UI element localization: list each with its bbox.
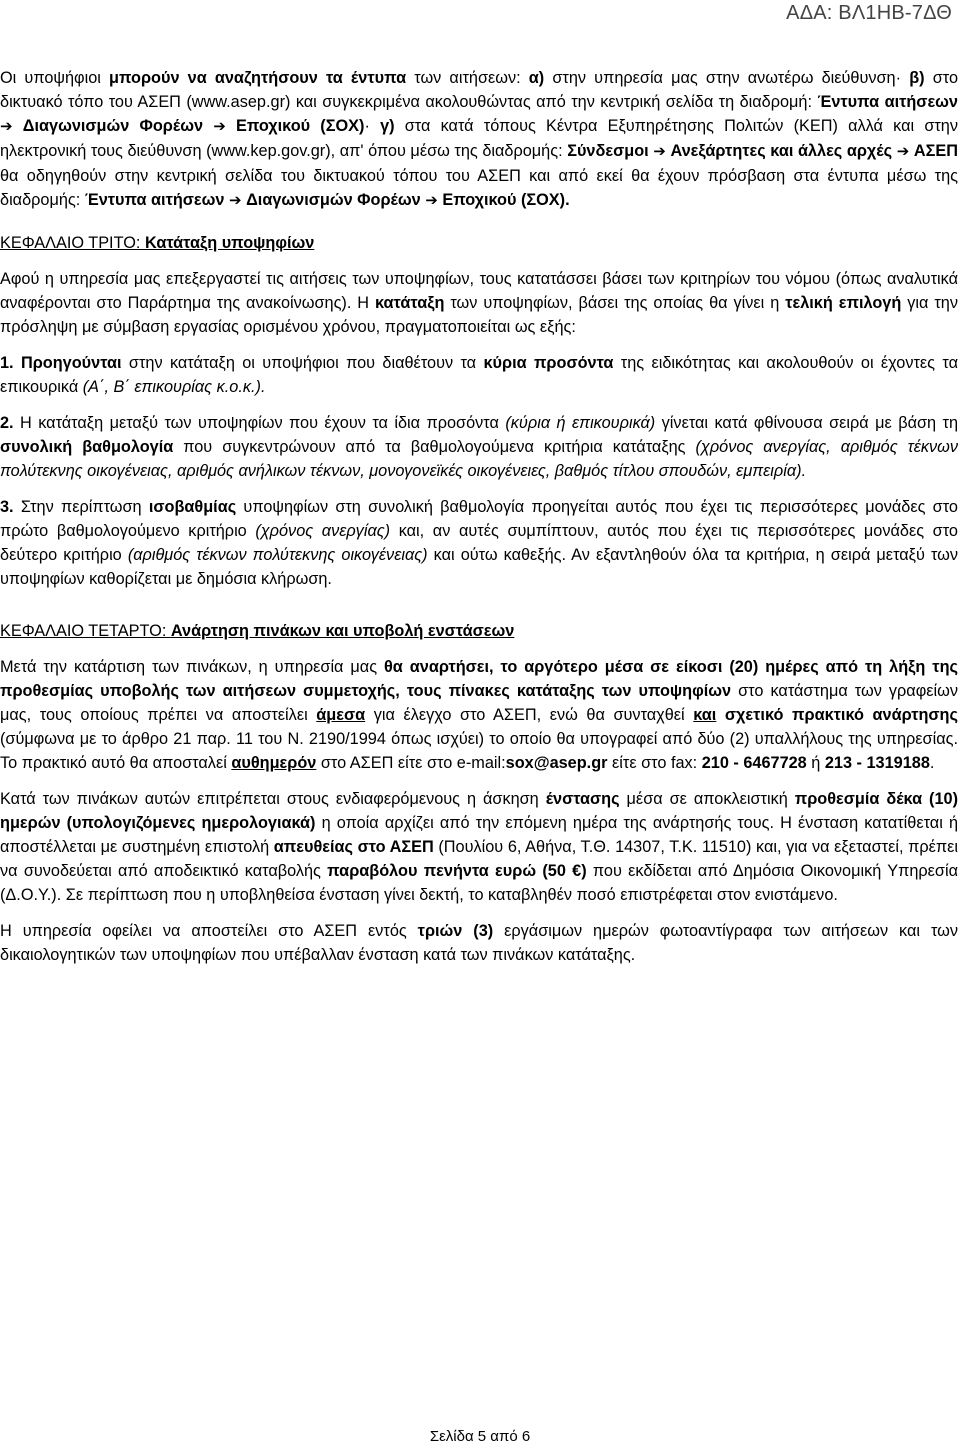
document-body [0,66,958,967]
chapter4-paragraph-3: Η υπηρεσία οφείλει να αποστείλει στο ΑΣΕΠ εντός τριών (3) εργάσιμων ημερών φωτοαντίγραφα των αιτήσεων και των δικαιολογητικών των υποψηφίων που υπέβαλλαν ένσταση κατά των πινάκων κατάταξης. [0,922,958,964]
arrow-icon: ➔ [0,118,13,135]
chapter3-paragraph: Αφού η υπηρεσία μας επεξεργαστεί τις αιτήσεις των υποψηφίων, τους κατατάσσει βάσει των κριτηρίων του νόμου (όπως αναλυτικά αναφέρονται στο Παράρτημα της ανακοίνωσης). Η κατάταξη των υποψηφίων, βάσει της οποίας θα γίνει η τελική επιλογή για την πρόσληψη με σύμβαση εργασίας ορισμένου χρόνου, πραγματοποιείται ως εξής: [0,270,958,336]
chapter4-paragraph-2: Κατά των πινάκων αυτών επιτρέπεται στους ενδιαφερόμενους η άσκηση ένστασης μέσα σε αποκλειστική προθεσμία δέκα (10) ημερών (υπολογιζόμενες ημερολογιακά) η οποία αρχίζει από την επόμενη ημέρα της ανάρτησής τους. Η ένσταση κατατίθεται ή αποστέλλεται με συστημένη επιστολή απευθείας στο ΑΣΕΠ (Πουλίου 6, Αθήνα, Τ.Θ. 14307, Τ.Κ. 11510) και, για να εξεταστεί, πρέπει να συνοδεύεται από αποδεικτικό καταβολής παραβόλου πενήντα ευρώ (50 €) που εκδίδεται από Δημόσια Οικονομική Υπηρεσία (Δ.Ο.Υ.). Σε περίπτωση που η υποβληθείσα ένσταση γίνει δεκτή, το καταβληθέν ποσό επιστρέφεται στον ενιστάμενο. [0,790,958,904]
chapter4-heading: ΚΕΦΑΛΑΙΟ ΤΕΤΑΡΤΟ: Ανάρτηση πινάκων και υποβολή ενστάσεων [0,622,515,640]
arrow-icon: ➔ [896,143,910,160]
ranking-item-2: 2. Η κατάταξη μεταξύ των υποψηφίων που έχουν τα ίδια προσόντα (κύρια ή επικουρικά) γίνεται κατά φθίνουσα σειρά με βάση τη συνολική βαθμολογία που συγκεντρώνουν από τα βαθμολογούμενα κριτήρια κατάταξης (χρόνος ανεργίας, αριθμός τέκνων πολύτεκνης οικογένειας, αριθμός ανήλικων τέκνων, μονογονεϊκές οικογένειες, βαθμός τίτλου σπουδών, εμπειρία). [0,414,959,480]
ada-code: ΑΔΑ: ΒΛ1ΗΒ-7ΔΘ [786,2,952,24]
page-number: Σελίδα 5 από 6 [429,1428,531,1445]
chapter3-heading: ΚΕΦΑΛΑΙΟ ΤΡΙΤΟ: Κατάταξη υποψηφίων [0,234,315,252]
ranking-item-1: 1. Προηγούνται στην κατάταξη οι υποψήφιοι που διαθέτουν τα κύρια προσόντα της ειδικότητας και ακολουθούν οι έχοντες τα επικουρικά (Α΄, Β΄ επικουρίας κ.ο.κ.). [0,354,958,396]
intro-paragraph: Οι υποψήφιοι μπορούν να αναζητήσουν τα έντυπα των αιτήσεων: α) στην υπηρεσία μας στην ανωτέρω διεύθυνση· β) στο δικτυακό τόπο του ΑΣΕΠ (www.asep.gr) και συγκεκριμένα ακολουθώντας από την κεντρική σελίδα τη διαδρομή: Έντυπα αιτήσεων ➔ Διαγωνισμών Φορέων ➔ Εποχικού (ΣΟΧ)· γ) στα κατά τόπους Κέντρα Εξυπηρέτησης Πολιτών (ΚΕΠ) αλλά και στην ηλεκτρονική τους διεύθυνση (www.kep.gov.gr), απ' όπου μέσω της διαδρομής: Σύνδεσμοι ➔ Ανεξάρτητες και άλλες αρχές ➔ ΑΣΕΠ θα οδηγηθούν στην κεντρική σελίδα του δικτυακού τόπου του ΑΣΕΠ και από εκεί θα έχουν πρόσβαση στα έντυπα μέσω της διαδρομής: Έντυπα αιτήσεων ➔ Διαγωνισμών Φορέων ➔ Εποχικού (ΣΟΧ). [0,69,959,209]
arrow-icon: ➔ [213,118,226,135]
chapter4-paragraph-1: Μετά την κατάρτιση των πινάκων, η υπηρεσία μας θα αναρτήσει, το αργότερο μέσα σε είκοσι (20) ημέρες από τη λήξη της προθεσμίας υποβολής των αιτήσεων συμμετοχής, τους πίνακες κατάταξης των υποψηφίων στο κατάστημα των γραφείων μας, τους οποίους πρέπει να αποστείλει άμεσα για έλεγχο στο ΑΣΕΠ, ενώ θα συνταχθεί και σχετικό πρακτικό ανάρτησης (σύμφωνα με το άρθρο 21 παρ. 11 του Ν. 2190/1994 όπως ισχύει) το οποίο θα υπογραφεί από δύο (2) υπαλλήλους της υπηρεσίας. Το πρακτικό αυτό θα αποσταλεί αυθημερόν στο ΑΣΕΠ είτε στο e-mail:sox@asep.gr είτε στο fax: 210 - 6467728 ή 213 - 1319188. [0,658,958,772]
arrow-icon: ➔ [425,192,438,209]
arrow-icon: ➔ [653,143,666,160]
ranking-item-3: 3. Στην περίπτωση ισοβαθμίας υποψηφίων στη συνολική βαθμολογία προηγείται αυτός που έχει τις περισσότερες μονάδες στο πρώτο βαθμολογούμενο κριτήριο (χρόνος ανεργίας) και, αν αυτές συμπίπτουν, αυτός που έχει τις περισσότερες μονάδες στο δεύτερο κριτήριο (αριθμός τέκνων πολύτεκνης οικογένειας) και ούτω καθεξής. Αν εξαντληθούν όλα τα κριτήρια, η σειρά μεταξύ των υποψηφίων καθορίζεται με δημόσια κλήρωση. [0,498,958,588]
arrow-icon: ➔ [229,192,242,209]
